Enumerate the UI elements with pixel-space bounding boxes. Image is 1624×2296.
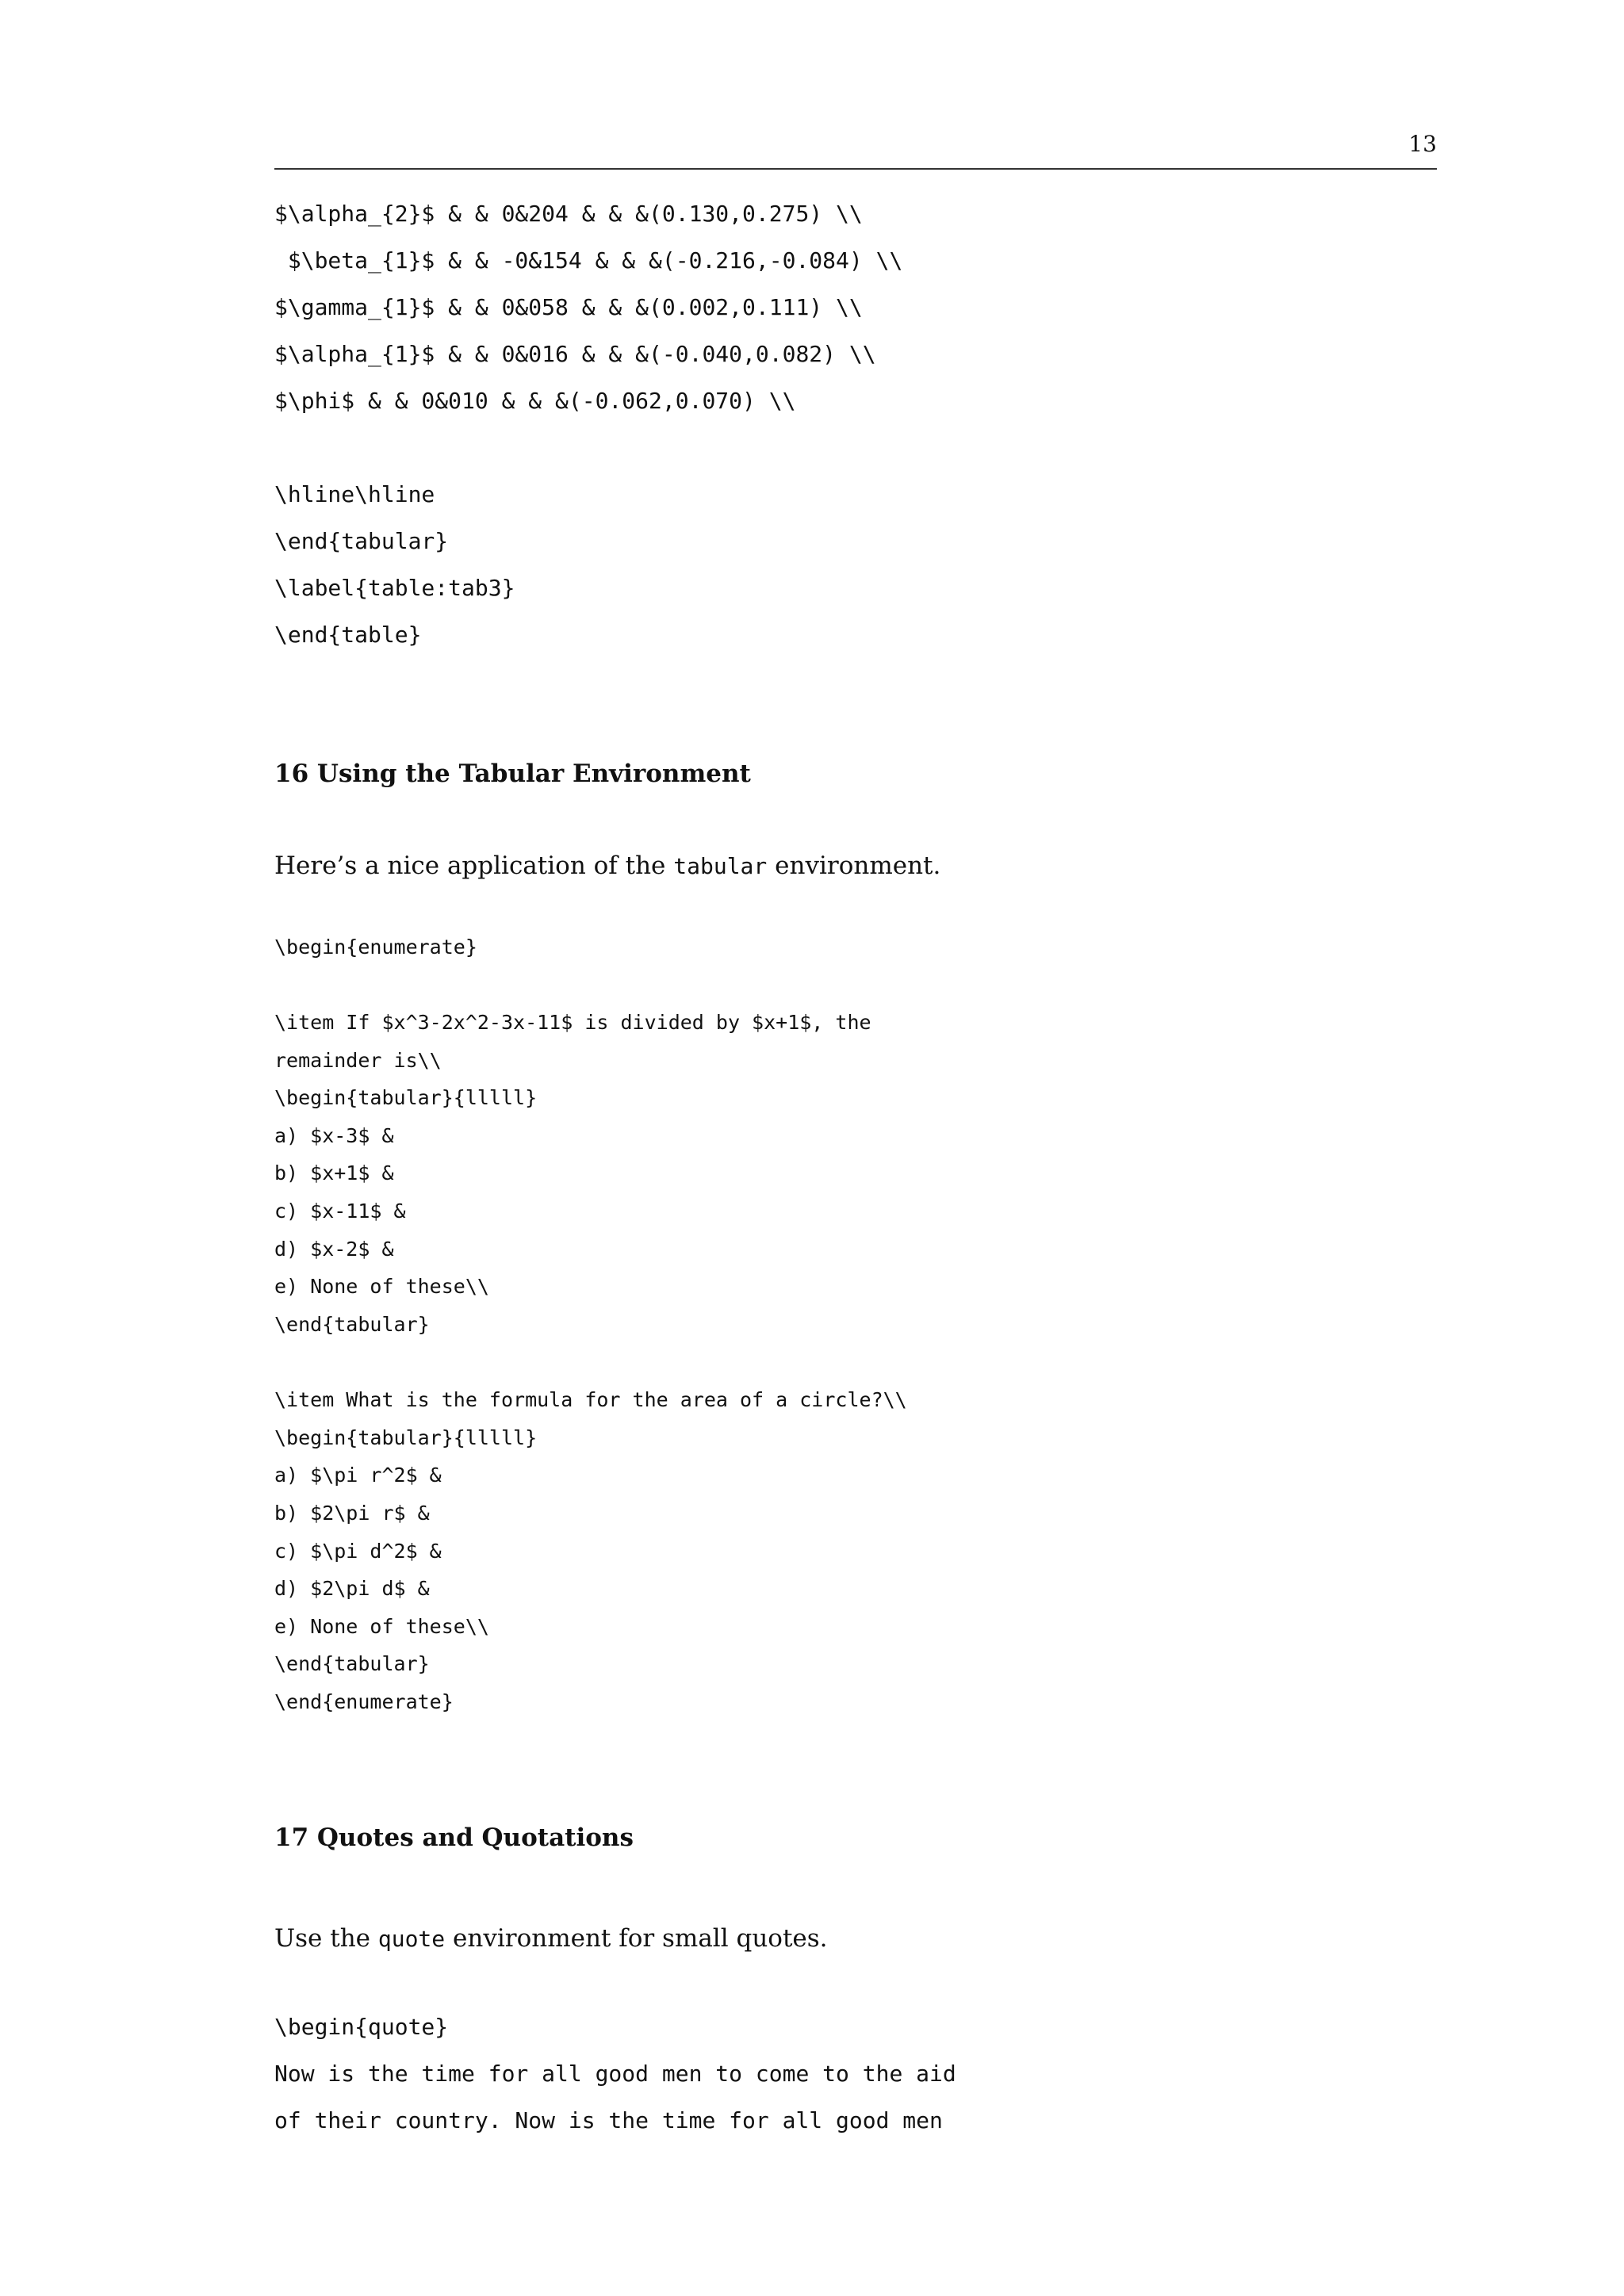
code-line: \item What is the formula for the area of a circle?\\ (274, 1388, 907, 1411)
code-line: \end{enumerate} (274, 1690, 454, 1713)
code-line: $\alpha_{2}$ & & 0&204 & & &(0.130,0.275) \\ (274, 201, 863, 227)
code-line: a) $x-3$ & (274, 1124, 394, 1147)
code-line: d) $2\pi d$ & (274, 1577, 430, 1600)
code-line: \begin{tabular}{lllll} (274, 1086, 538, 1109)
code-line: \begin{enumerate} (274, 936, 477, 959)
code-line: \end{table} (274, 622, 422, 648)
inline-code: tabular (673, 853, 768, 879)
code-line: $\phi$ & & 0&010 & & &(-0.062,0.070) \\ (274, 388, 796, 414)
code-line: e) None of these\\ (274, 1615, 489, 1638)
code-line: e) None of these\\ (274, 1275, 489, 1298)
code-line: of their country. Now is the time for all good men (274, 2107, 943, 2133)
code-line: \end{tabular} (274, 1313, 430, 1336)
code-line: \label{table:tab3} (274, 575, 515, 601)
paragraph-text: Use the (274, 1924, 378, 1953)
code-line: \begin{tabular}{lllll} (274, 1426, 538, 1449)
inline-code: quote (377, 1926, 446, 1952)
code-line: \end{tabular} (274, 528, 449, 554)
section-heading: 17 Quotes and Quotations (274, 1823, 634, 1852)
paragraph-text: Here’s a nice application of the (274, 851, 674, 880)
paragraph-text: environment. (767, 851, 941, 880)
paragraph (274, 846, 940, 886)
code-line: $\beta_{1}$ & & -0&154 & & &(-0.216,-0.084) \\ (274, 247, 903, 274)
code-line: d) $x-2$ & (274, 1238, 394, 1261)
header-rule (274, 168, 1437, 170)
code-line: Now is the time for all good men to come to the aid (274, 2061, 956, 2087)
code-line: c) $x-11$ & (274, 1200, 406, 1223)
code-line: $\gamma_{1}$ & & 0&058 & & &(0.002,0.111) \\ (274, 294, 863, 320)
code-line: b) $2\pi r$ & (274, 1502, 430, 1525)
code-line: \item If $x^3-2x^2-3x-11$ is divided by $x+1$, the (274, 1011, 871, 1034)
code-line: b) $x+1$ & (274, 1161, 394, 1184)
code-line: $\alpha_{1}$ & & 0&016 & & &(-0.040,0.082) \\ (274, 341, 876, 367)
code-line: \begin{quote} (274, 2014, 449, 2040)
code-line: c) $\pi d^2$ & (274, 1540, 442, 1563)
paragraph (274, 1919, 828, 1958)
section-heading: 16 Using the Tabular Environment (274, 760, 751, 788)
code-line: \hline\hline (274, 481, 435, 507)
code-line: \end{tabular} (274, 1652, 430, 1675)
code-line: remainder is\\ (274, 1049, 442, 1072)
paragraph-text: environment for small quotes. (445, 1924, 828, 1953)
code-line: a) $\pi r^2$ & (274, 1464, 442, 1487)
page-number: 13 (1408, 131, 1437, 157)
